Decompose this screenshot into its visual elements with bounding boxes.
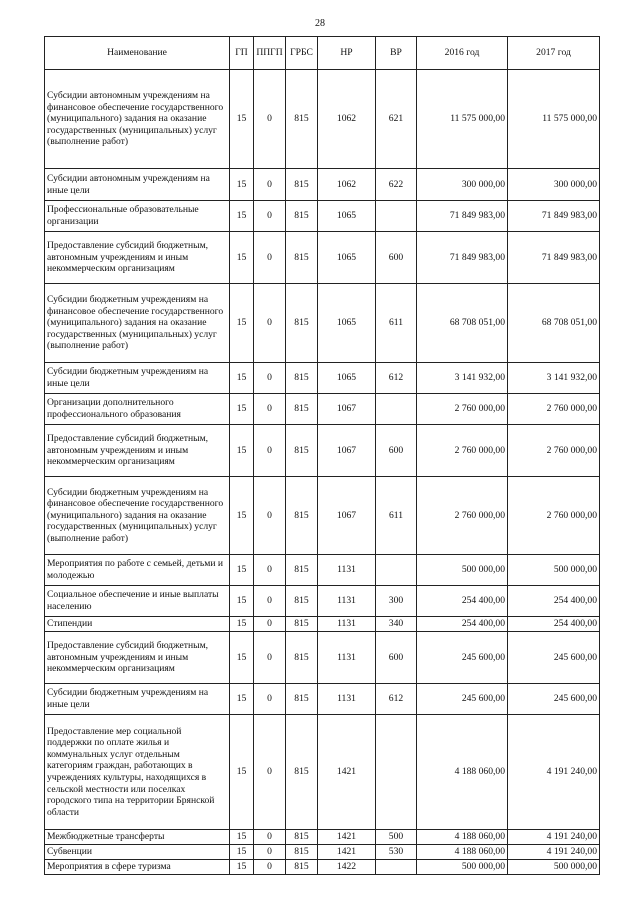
cell-2016: 2 760 000,00 (417, 425, 508, 477)
table-row (45, 394, 600, 425)
table-row (45, 425, 600, 477)
cell-2017: 254 400,00 (508, 586, 600, 617)
cell-2017: 4 191 240,00 (508, 830, 600, 845)
table-row (45, 70, 600, 169)
table-row (45, 617, 600, 632)
cell-vr: 612 (376, 684, 417, 715)
column-header-name: Наименование (45, 37, 230, 70)
cell-vr: 340 (376, 617, 417, 632)
table-row (45, 830, 600, 845)
cell-gp: 15 (230, 617, 254, 632)
cell-2017: 500 000,00 (508, 555, 600, 586)
cell-2017: 300 000,00 (508, 169, 600, 201)
cell-2016: 3 141 932,00 (417, 363, 508, 394)
cell-grbs: 815 (286, 363, 318, 394)
table-row (45, 284, 600, 363)
table-header-row (45, 37, 600, 70)
table-row (45, 586, 600, 617)
cell-nr: 1062 (318, 169, 376, 201)
cell-grbs: 815 (286, 201, 318, 232)
cell-name: Профессиональные образовательные организации (45, 201, 230, 232)
cell-gp: 15 (230, 70, 254, 169)
table-row (45, 632, 600, 684)
cell-name: Субсидии бюджетным учреждениям на финансовое обеспечение государственного (муниципального) задания на оказание государственных (муниципальных) услуг (выполнение работ) (45, 477, 230, 555)
cell-2016: 4 188 060,00 (417, 715, 508, 830)
cell-grbs: 815 (286, 555, 318, 586)
column-header-gp: ГП (230, 37, 254, 70)
cell-vr: 600 (376, 632, 417, 684)
cell-2017: 4 191 240,00 (508, 845, 600, 860)
cell-vr: 500 (376, 830, 417, 845)
cell-ppgp: 0 (254, 632, 286, 684)
cell-vr: 621 (376, 70, 417, 169)
cell-name: Социальное обеспечение и иные выплаты населению (45, 586, 230, 617)
cell-2017: 68 708 051,00 (508, 284, 600, 363)
cell-nr: 1065 (318, 201, 376, 232)
cell-grbs: 815 (286, 845, 318, 860)
cell-name: Стипендии (45, 617, 230, 632)
cell-vr: 600 (376, 425, 417, 477)
cell-gp: 15 (230, 201, 254, 232)
cell-vr (376, 715, 417, 830)
column-header-vr: ВР (376, 37, 417, 70)
cell-ppgp: 0 (254, 394, 286, 425)
cell-grbs: 815 (286, 830, 318, 845)
cell-2016: 11 575 000,00 (417, 70, 508, 169)
cell-2017: 3 141 932,00 (508, 363, 600, 394)
cell-ppgp: 0 (254, 363, 286, 394)
cell-2016: 254 400,00 (417, 586, 508, 617)
cell-grbs: 815 (286, 860, 318, 875)
cell-gp: 15 (230, 232, 254, 284)
cell-gp: 15 (230, 169, 254, 201)
cell-nr: 1422 (318, 860, 376, 875)
cell-ppgp: 0 (254, 425, 286, 477)
cell-grbs: 815 (286, 394, 318, 425)
cell-vr (376, 394, 417, 425)
table-row (45, 201, 600, 232)
cell-name: Мероприятия в сфере туризма (45, 860, 230, 875)
cell-2016: 4 188 060,00 (417, 845, 508, 860)
cell-ppgp: 0 (254, 586, 286, 617)
cell-2016: 71 849 983,00 (417, 201, 508, 232)
cell-nr: 1131 (318, 617, 376, 632)
cell-name: Субсидии автономным учреждениям на финансовое обеспечение государственного (муниципального) задания на оказание государственных (муниципальных) услуг (выполнение работ) (45, 70, 230, 169)
cell-2017: 2 760 000,00 (508, 425, 600, 477)
cell-nr: 1065 (318, 232, 376, 284)
cell-2017: 71 849 983,00 (508, 232, 600, 284)
cell-nr: 1131 (318, 684, 376, 715)
cell-nr: 1067 (318, 394, 376, 425)
cell-ppgp: 0 (254, 555, 286, 586)
cell-vr: 600 (376, 232, 417, 284)
cell-2017: 11 575 000,00 (508, 70, 600, 169)
table-row (45, 169, 600, 201)
cell-name: Предоставление субсидий бюджетным, автономным учреждениям и иным некоммерческим организациям (45, 232, 230, 284)
cell-gp: 15 (230, 284, 254, 363)
cell-name: Предоставление субсидий бюджетным, автономным учреждениям и иным некоммерческим организациям (45, 632, 230, 684)
cell-ppgp: 0 (254, 284, 286, 363)
cell-name: Межбюджетные трансферты (45, 830, 230, 845)
table-row (45, 477, 600, 555)
cell-name: Предоставление субсидий бюджетным, автономным учреждениям и иным некоммерческим организациям (45, 425, 230, 477)
column-header-2016: 2016 год (417, 37, 508, 70)
cell-name: Субсидии бюджетным учреждениям на финансовое обеспечение государственного (муниципального) задания на оказание государственных (муниципальных) услуг (выполнение работ) (45, 284, 230, 363)
cell-ppgp: 0 (254, 201, 286, 232)
cell-gp: 15 (230, 394, 254, 425)
cell-2017: 245 600,00 (508, 684, 600, 715)
cell-2016: 4 188 060,00 (417, 830, 508, 845)
table-row (45, 363, 600, 394)
column-header-nr: НР (318, 37, 376, 70)
cell-2017: 2 760 000,00 (508, 394, 600, 425)
cell-grbs: 815 (286, 617, 318, 632)
cell-gp: 15 (230, 363, 254, 394)
cell-name: Предоставление мер социальной поддержки по оплате жилья и коммунальных услуг отдельным категориям граждан, работающих в учреждениях культуры, находящихся в сельской местности или поселках городского типа на территории Брянской области (45, 715, 230, 830)
cell-nr: 1065 (318, 284, 376, 363)
cell-grbs: 815 (286, 169, 318, 201)
cell-nr: 1421 (318, 830, 376, 845)
column-header-2017: 2017 год (508, 37, 600, 70)
cell-gp: 15 (230, 555, 254, 586)
cell-gp: 15 (230, 477, 254, 555)
cell-nr: 1067 (318, 477, 376, 555)
cell-ppgp: 0 (254, 830, 286, 845)
cell-nr: 1421 (318, 715, 376, 830)
cell-vr: 612 (376, 363, 417, 394)
cell-vr (376, 860, 417, 875)
table-row (45, 860, 600, 875)
cell-nr: 1062 (318, 70, 376, 169)
cell-gp: 15 (230, 715, 254, 830)
cell-ppgp: 0 (254, 845, 286, 860)
cell-gp: 15 (230, 860, 254, 875)
table-row (45, 555, 600, 586)
cell-grbs: 815 (286, 477, 318, 555)
cell-vr: 611 (376, 477, 417, 555)
table-row (45, 715, 600, 830)
cell-name: Организации дополнительного профессионального образования (45, 394, 230, 425)
cell-ppgp: 0 (254, 70, 286, 169)
cell-vr: 622 (376, 169, 417, 201)
cell-ppgp: 0 (254, 715, 286, 830)
cell-name: Мероприятия по работе с семьей, детьми и молодежью (45, 555, 230, 586)
table-row (45, 232, 600, 284)
cell-2017: 245 600,00 (508, 632, 600, 684)
cell-grbs: 815 (286, 715, 318, 830)
cell-name: Субвенции (45, 845, 230, 860)
cell-ppgp: 0 (254, 169, 286, 201)
cell-nr: 1131 (318, 555, 376, 586)
cell-grbs: 815 (286, 632, 318, 684)
cell-name: Субсидии бюджетным учреждениям на иные цели (45, 684, 230, 715)
cell-vr: 300 (376, 586, 417, 617)
cell-2016: 245 600,00 (417, 684, 508, 715)
cell-grbs: 815 (286, 232, 318, 284)
cell-2016: 254 400,00 (417, 617, 508, 632)
cell-2017: 71 849 983,00 (508, 201, 600, 232)
cell-vr: 611 (376, 284, 417, 363)
table-row (45, 845, 600, 860)
cell-grbs: 815 (286, 70, 318, 169)
cell-gp: 15 (230, 830, 254, 845)
cell-2016: 2 760 000,00 (417, 394, 508, 425)
cell-nr: 1131 (318, 586, 376, 617)
cell-gp: 15 (230, 845, 254, 860)
cell-grbs: 815 (286, 586, 318, 617)
cell-vr (376, 201, 417, 232)
cell-2016: 500 000,00 (417, 555, 508, 586)
page-number: 28 (315, 18, 325, 29)
cell-nr: 1067 (318, 425, 376, 477)
budget-table (44, 36, 600, 875)
cell-2016: 500 000,00 (417, 860, 508, 875)
cell-2017: 4 191 240,00 (508, 715, 600, 830)
cell-grbs: 815 (286, 684, 318, 715)
column-header-ppgp: ППГП (254, 37, 286, 70)
cell-nr: 1421 (318, 845, 376, 860)
cell-name: Субсидии бюджетным учреждениям на иные цели (45, 363, 230, 394)
cell-2017: 2 760 000,00 (508, 477, 600, 555)
cell-nr: 1131 (318, 632, 376, 684)
cell-2017: 500 000,00 (508, 860, 600, 875)
cell-grbs: 815 (286, 284, 318, 363)
cell-2017: 254 400,00 (508, 617, 600, 632)
cell-2016: 300 000,00 (417, 169, 508, 201)
cell-ppgp: 0 (254, 860, 286, 875)
cell-2016: 245 600,00 (417, 632, 508, 684)
table-body (45, 70, 600, 875)
cell-2016: 68 708 051,00 (417, 284, 508, 363)
cell-2016: 71 849 983,00 (417, 232, 508, 284)
cell-ppgp: 0 (254, 232, 286, 284)
cell-gp: 15 (230, 586, 254, 617)
cell-nr: 1065 (318, 363, 376, 394)
cell-gp: 15 (230, 632, 254, 684)
cell-gp: 15 (230, 684, 254, 715)
cell-ppgp: 0 (254, 477, 286, 555)
cell-ppgp: 0 (254, 684, 286, 715)
cell-grbs: 815 (286, 425, 318, 477)
cell-2016: 2 760 000,00 (417, 477, 508, 555)
cell-gp: 15 (230, 425, 254, 477)
cell-vr (376, 555, 417, 586)
column-header-grbs: ГРБС (286, 37, 318, 70)
cell-ppgp: 0 (254, 617, 286, 632)
cell-vr: 530 (376, 845, 417, 860)
table-row (45, 684, 600, 715)
cell-name: Субсидии автономным учреждениям на иные цели (45, 169, 230, 201)
